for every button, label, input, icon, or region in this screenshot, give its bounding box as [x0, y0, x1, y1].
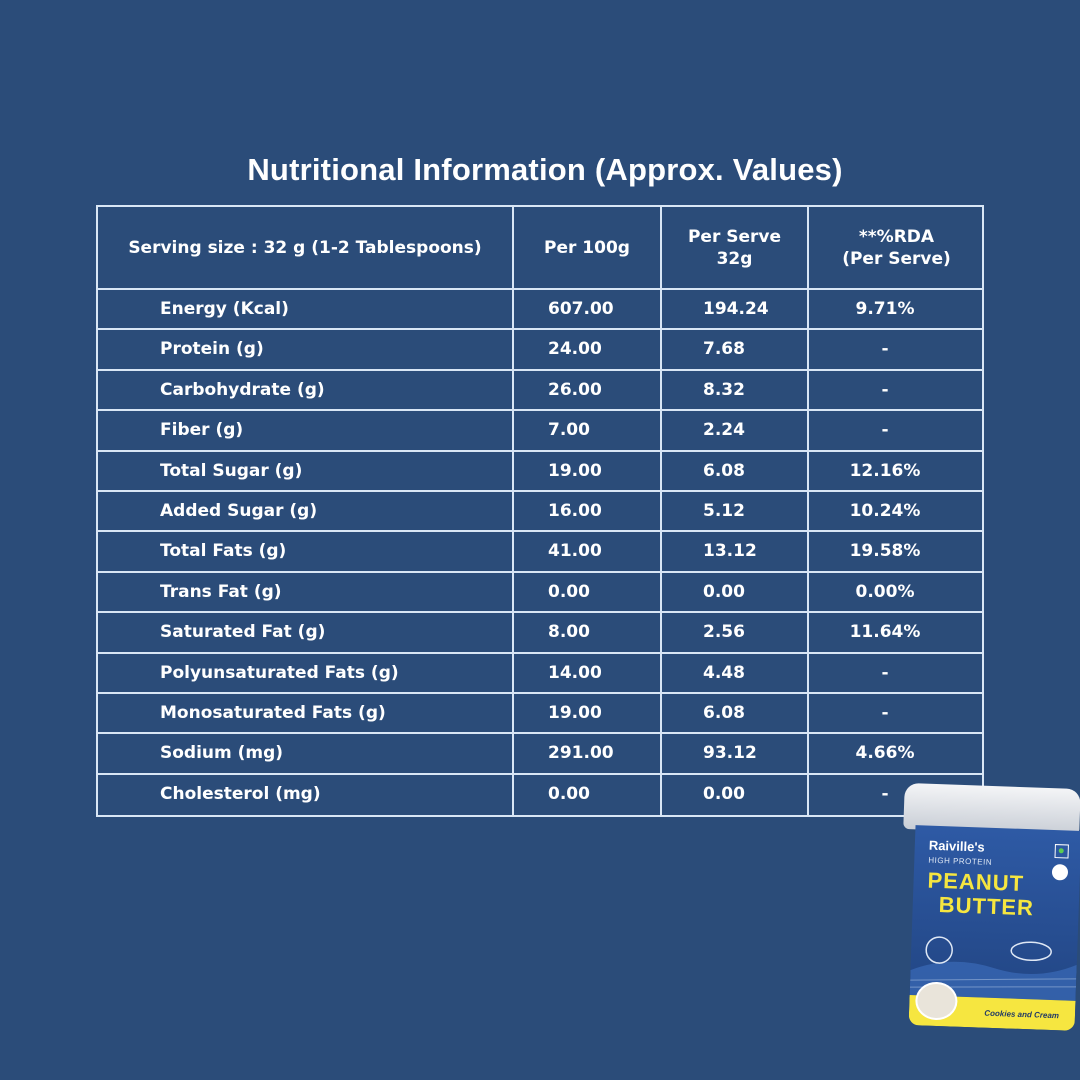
serving-size-label: Serving size : 32 g (1-2 Tablespoons) — [128, 238, 482, 258]
brand-logo: Raiville's — [928, 837, 985, 855]
product-tagline: HIGH PROTEIN — [928, 855, 993, 867]
rda-sub-label: (Per Serve) — [842, 249, 951, 269]
rda-value: 9.71% — [855, 299, 915, 319]
rda-value: - — [881, 379, 889, 400]
per-serve-value: 13.12 — [703, 541, 757, 562]
table-row — [98, 653, 982, 693]
nutrient-name: Polyunsaturated Fats (g) — [160, 662, 399, 683]
per-serve-value: 8.32 — [703, 379, 745, 400]
nutrient-name: Cholesterol (mg) — [160, 783, 321, 804]
certification-badge-icon — [1052, 864, 1069, 881]
per-serve-value: 194.24 — [703, 299, 769, 319]
rda-label: **%RDA — [858, 227, 935, 247]
header-serving-size — [98, 207, 512, 289]
per-100g-value: 19.00 — [548, 703, 602, 723]
table-row — [98, 531, 982, 571]
rda-value: - — [881, 339, 889, 360]
per-serve-value: 7.68 — [703, 339, 745, 360]
per-serve-value: 0.00 — [703, 783, 745, 804]
nutrient-name: Protein (g) — [160, 339, 264, 360]
table-row — [98, 491, 982, 531]
table-row — [98, 410, 982, 450]
nutrient-name: Saturated Fat (g) — [160, 622, 326, 643]
per-serve-value: 6.08 — [703, 703, 745, 723]
per-serve-value: 4.48 — [703, 662, 745, 683]
veg-mark-icon — [1054, 844, 1068, 858]
table-row — [98, 612, 982, 652]
nutrition-table — [96, 205, 984, 817]
rda-value: 11.64% — [849, 622, 921, 643]
rda-value: 12.16% — [849, 460, 921, 481]
nutrient-name: Total Sugar (g) — [160, 460, 303, 481]
per-100g-value: 607.00 — [548, 299, 614, 319]
jar-label — [909, 825, 1080, 1031]
rda-value: 0.00% — [855, 581, 915, 602]
table-row — [98, 693, 982, 733]
rda-value: - — [881, 703, 889, 723]
product-name-line2: BUTTER — [938, 892, 1035, 921]
per-100g-value: 26.00 — [548, 379, 602, 400]
nutrient-name: Added Sugar (g) — [160, 501, 318, 521]
per-100g-label: Per 100g — [544, 238, 630, 258]
nutrient-name: Sodium (mg) — [160, 743, 284, 764]
rda-value: - — [881, 662, 889, 683]
per-100g-value: 41.00 — [548, 541, 602, 562]
table-row — [98, 774, 982, 814]
nutrient-name: Monosaturated Fats (g) — [160, 703, 386, 723]
table-row — [98, 733, 982, 773]
page-title: Nutritional Information (Approx. Values) — [247, 152, 843, 187]
header-per-serve — [662, 207, 807, 289]
per-serve-label: Per Serve — [687, 227, 782, 247]
nutrient-name: Carbohydrate (g) — [160, 379, 325, 400]
table-row — [98, 329, 982, 369]
flavor-label: Cookies and Cream — [909, 995, 1076, 1031]
per-serve-value: 0.00 — [703, 581, 745, 602]
table-row — [98, 572, 982, 612]
nutrient-name: Total Fats (g) — [160, 541, 287, 562]
per-100g-value: 14.00 — [548, 662, 602, 683]
per-100g-value: 0.00 — [548, 581, 590, 602]
rda-value: 19.58% — [849, 541, 921, 562]
product-jar-image — [900, 784, 1080, 1080]
per-100g-value: 291.00 — [548, 743, 614, 764]
per-serve-amount: 32g — [716, 249, 753, 269]
per-serve-value: 93.12 — [703, 743, 757, 764]
table-row — [98, 451, 982, 491]
per-100g-value: 19.00 — [548, 460, 602, 481]
per-100g-value: 8.00 — [548, 622, 590, 643]
per-100g-value: 16.00 — [548, 501, 602, 521]
nutrient-name: Fiber (g) — [160, 420, 244, 441]
rda-value: - — [881, 420, 889, 441]
table-row — [98, 370, 982, 410]
per-serve-value: 2.56 — [703, 622, 745, 643]
per-100g-value: 0.00 — [548, 783, 590, 804]
nutrient-name: Trans Fat (g) — [160, 581, 282, 602]
per-serve-value: 6.08 — [703, 460, 745, 481]
rda-value: 10.24% — [849, 501, 921, 521]
rda-value: 4.66% — [855, 743, 915, 764]
table-row — [98, 289, 982, 329]
header-per-100g — [514, 207, 660, 289]
product-name-line1: PEANUT — [927, 867, 1025, 896]
per-100g-value: 24.00 — [548, 339, 602, 360]
header-rda — [809, 207, 984, 289]
nutrient-name: Energy (Kcal) — [160, 299, 289, 319]
per-100g-value: 7.00 — [548, 420, 590, 441]
per-serve-value: 2.24 — [703, 420, 745, 441]
rda-value: - — [881, 783, 889, 804]
per-serve-value: 5.12 — [703, 501, 745, 521]
